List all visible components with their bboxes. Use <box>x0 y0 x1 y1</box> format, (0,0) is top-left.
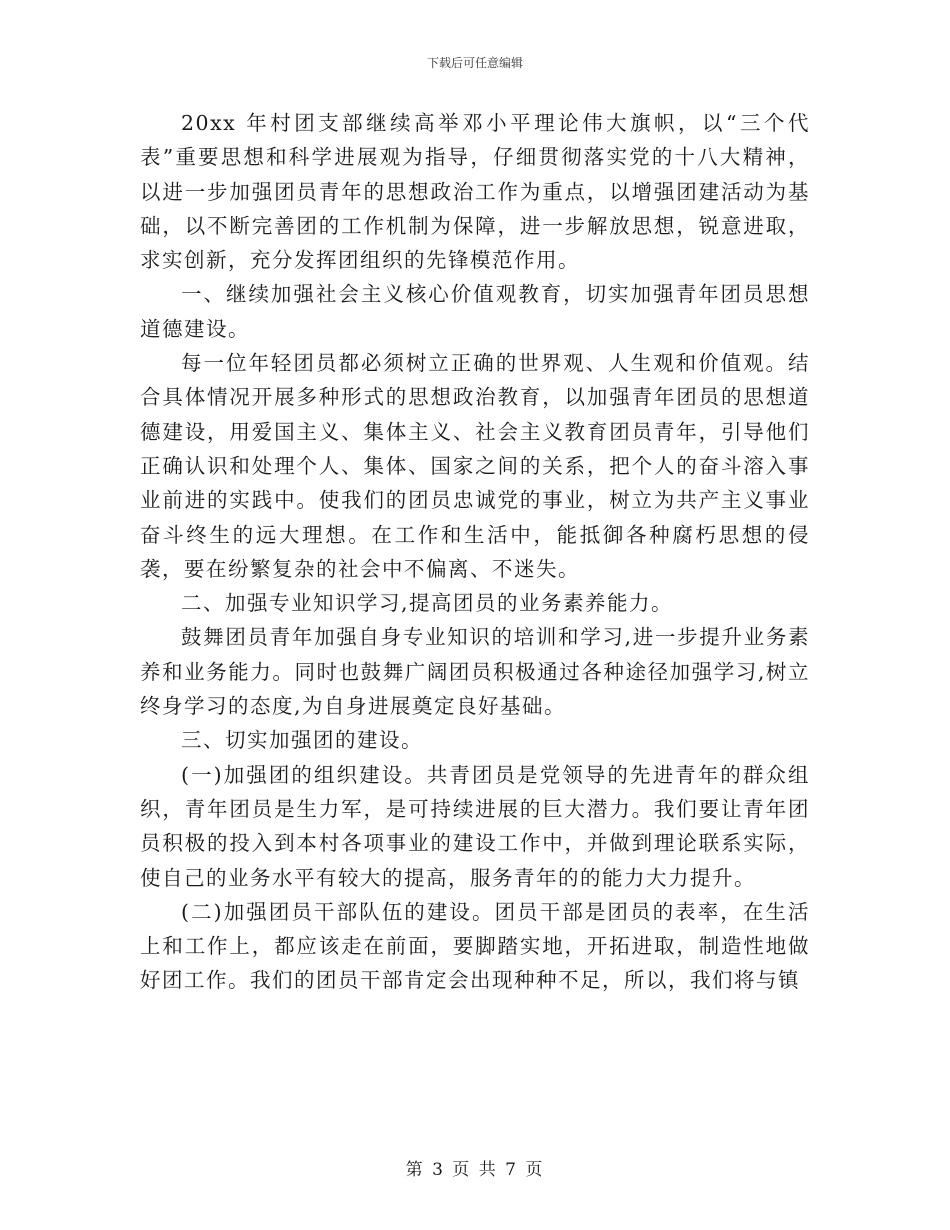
section-heading-1: 一、继续加强社会主义核心价值观教育，切实加强青年团员思想道德建设。 <box>140 282 810 341</box>
page-number: 第 3 页 共 7 页 <box>405 1160 545 1180</box>
section-heading-3: 三、切实加强团的建设。 <box>181 728 423 753</box>
intro-paragraph: 20xx 年村团支部继续高举邓小平理论伟大旗帜，以“三个代表”重要思想和科学进展观为指导，仔细贯彻落实党的十八大精神，以进一步加强团员青年的思想政治工作为重点，以增强团建活动为基础，以不断完善团的工作机制为保障，进一步解放思想，锐意进取，求实创新，充分发挥团组织的先锋模范作用。 <box>140 111 810 273</box>
section-2-paragraph: 鼓舞团员青年加强自身专业知识的培训和学习,进一步提升业务素养和业务能力。同时也鼓舞广阔团员积极通过各种途径加强学习,树立终身学习的态度,为自身进展奠定良好基础。 <box>140 625 810 719</box>
section-heading-2: 二、加强专业知识学习,提高团员的业务素养能力。 <box>181 591 674 616</box>
subsection-2-paragraph: (二)加强团员干部队伍的建设。团员干部是团员的表率，在生活上和工作上，都应该走在前面，要脚踏实地，开拓进取，制造性地做好团工作。我们的团员干部肯定会出现种种不足，所以，我们将与镇 <box>140 899 810 993</box>
document-body <box>140 106 810 998</box>
subsection-1-paragraph: (一)加强团的组织建设。共青团员是党领导的先进青年的群众组织，青年团员是生力军，是可持续进展的巨大潜力。我们要让青年团员积极的投入到本村各项事业的建设工作中，并做到理论联系实际，使自己的业务水平有较大的提高，服务青年的的能力大力提升。 <box>140 762 810 890</box>
section-1-paragraph: 每一位年轻团员都必须树立正确的世界观、人生观和价值观。结合具体情况开展多种形式的思想政治教育，以加强青年团员的思想道德建设，用爱国主义、集体主义、社会主义教育团员青年，引导他们正确认识和处理个人、集体、国家之间的关系，把个人的奋斗溶入事业前进的实践中。使我们的团员忠诚党的事业，树立为共产主义事业奋斗终生的远大理想。在工作和生活中，能抵御各种腐朽思想的侵袭，要在纷繁复杂的社会中不偏离、不迷失。 <box>140 351 810 581</box>
page-header: 下载后可任意编辑 <box>426 56 523 70</box>
